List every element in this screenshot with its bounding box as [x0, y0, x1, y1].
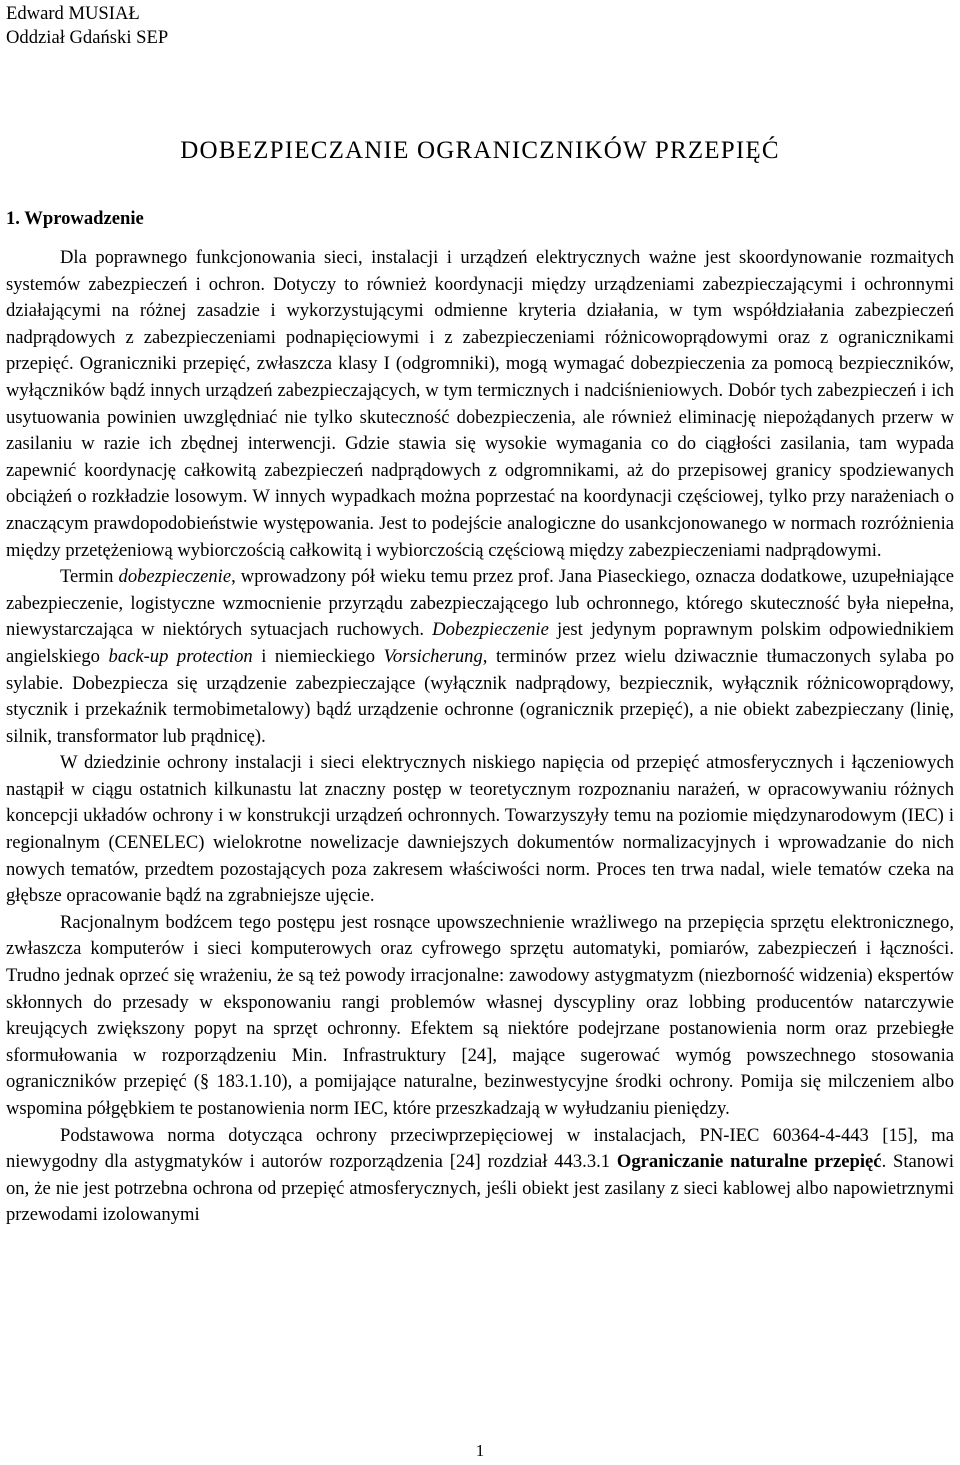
document-page	[6, 2, 954, 1229]
author-affiliation: Oddział Gdański SEP	[6, 27, 169, 48]
term-dobezpieczenie: dobezpieczenie	[118, 566, 232, 588]
paragraph-2-text-3: jest jedynym poprawnym polskim odpowiednikiem angielskiego	[6, 619, 954, 667]
paragraph-2-text-4: i niemieckiego	[252, 645, 384, 667]
page-number: 1	[475, 1441, 485, 1460]
author-name: Edward MUSIAŁ	[6, 3, 140, 24]
document-title: DOBEZPIECZANIE OGRANICZNIKÓW PRZEPIĘĆ	[180, 137, 780, 164]
paragraph-5-text-1: Podstawowa norma dotycząca ochrony przeciwprzepięciowej w instalacjach, PN-IEC 60364-4-443 [15], ma niewygodny dla astygmatyków i autorów rozporządzenia [24] rozdział 443.3.1	[6, 1124, 954, 1173]
section-heading: 1. Wprowadzenie	[6, 208, 144, 229]
paragraph-2-text-2: , wprowadzony pół wieku temu przez prof. Jana Piaseckiego, oznacza dodatkowe, uzupełniające zabezpieczenie, logistyczne wzmocnienie przyrządu zabezpieczającego lub ochronnego, którego skuteczność była niepełna, niewystarczająca w niektórych sytuacjach ruchowych.	[6, 566, 954, 641]
paragraph-2-text-1: Termin	[60, 566, 119, 588]
paragraph-2	[6, 564, 954, 750]
body-text	[6, 245, 954, 1229]
term-back-up-protection: back-up protection	[108, 645, 253, 667]
paragraph-1: Dla poprawnego funkcjonowania sieci, instalacji i urządzeń elektrycznych ważne jest skoordynowanie rozmaitych systemów zabezpieczeń i ochron. Dotyczy to również koordynacji między urządzeniami zabezpieczającymi i ochronnymi działającymi na różnej zasadzie i wykorzystującymi odmienne kryteria działania, w tym współdziałania zabezpieczeń nadprądowych z zabezpieczeniami podnapięciowymi i z zabezpieczeniami różnicowoprądowymi oraz z ogranicznikami przepięć. Ograniczniki przepięć, zwłaszcza klasy I (odgromniki), mogą wymagać dobezpieczenia za pomocą bezpieczników, wyłączników bądź innych urządzeń zabezpieczających, w tym termicznych i nadciśnieniowych. Dobór tych zabezpieczeń i ich usytuowania powinien uwzględniać nie tylko skuteczność dobezpieczenia, ale również eliminację niepożądanych przerw w zasilaniu w razie ich zbędnej interwencji. Gdzie stawia się wysokie wymagania co do ciągłości zasilania, tam wypada zapewnić koordynację całkowitą zabezpieczeń nadprądowych z odgromnikami, aż do przepisowej granicy spodziewanych obciążeń o rozkładzie losowym. W innych wypadkach można poprzestać na koordynacji częściowej, tylko przy narażeniach o znaczącym prawdopodobieństwie występowania. Jest to podejście analogiczne do usankcjonowanego w normach rozróżnienia między przetężeniową wybiorczością całkowitą i wybiorczością częściową między zabezpieczeniami nadprądowymi.	[6, 247, 954, 561]
paragraph-5	[6, 1123, 954, 1229]
paragraph-5-text-2: . Stanowi on, że nie jest potrzebna ochrona od przepięć atmosferycznych, jeśli obiekt jest zasilany z sieci kablowej albo napowietrznymi przewodami izolowanymi	[6, 1151, 954, 1226]
paragraph-2-text-5: , terminów przez wielu dziwacznie tłumaczonych sylaba po sylabie. Dobezpiecza się urządzenie zabezpieczające (wyłącznik nadprądowy, bezpiecznik, wyłącznik różnicowoprądowy, stycznik i przekaźnik termobimetalowy) bądź urządzenie ochronne (ogranicznik przepięć), a nie obiekt zabezpieczany (linię, silnik, transformator lub prądnicę).	[6, 645, 954, 747]
term-vorsicherung: Vorsicherung	[383, 645, 483, 667]
paragraph-3: W dziedzinie ochrony instalacji i sieci elektrycznych niskiego napięcia od przepięć atmosferycznych i łączeniowych nastąpił w ciągu ostatnich kilkunastu lat znaczny postęp w teoretycznym rozpoznaniu narażeń, w opracowywaniu różnych koncepcji układów ochrony i w konstrukcji urządzeń ochronnych. Towarzyszyły temu na poziomie międzynarodowym (IEC) i regionalnym (CENELEC) wielokrotne nowelizacje dawniejszych dokumentów normalizacyjnych i wprowadzanie do nich nowych tematów, przedtem pozostających poza zakresem właściwości norm. Proces ten trwa nadal, wiele tematów czeka na głębsze opracowanie bądź na zgrabniejsze ujęcie.	[6, 752, 954, 907]
term-dobezpieczenie-2: Dobezpieczenie	[432, 619, 549, 641]
paragraph-4: Racjonalnym bodźcem tego postępu jest rosnące upowszechnienie wrażliwego na przepięcia sprzętu elektronicznego, zwłaszcza komputerów i sieci komputerowych oraz cyfrowego sprzętu automatyki, pomiarów, zabezpieczeń i łączności. Trudno jednak oprzeć się wrażeniu, że są też powody irracjonalne: zawodowy astygmatyzm (niezborność widzenia) ekspertów skłonnych do przesady w eksponowaniu rangi problemów własnej dyscypliny oraz lobbing producentów natarczywie kreujących zwiększony popyt na sprzęt ochronny. Efektem są niektóre podejrzane postanowienia norm oraz przebiegłe sformułowania w rozporządzeniu Min. Infrastruktury [24], mające sugerować wymóg powszechnego stosowania ograniczników przepięć (§ 183.1.10), a pomijające naturalne, bezinwestycyjne środki ochrony. Pomija się milczeniem albo wspomina półgębkiem te postanowienia norm IEC, które przeszkadzają w wyłudzaniu pieniędzy.	[6, 911, 954, 1119]
bold-term-ograniczanie: Ograniczanie naturalne przepięć	[616, 1151, 882, 1173]
